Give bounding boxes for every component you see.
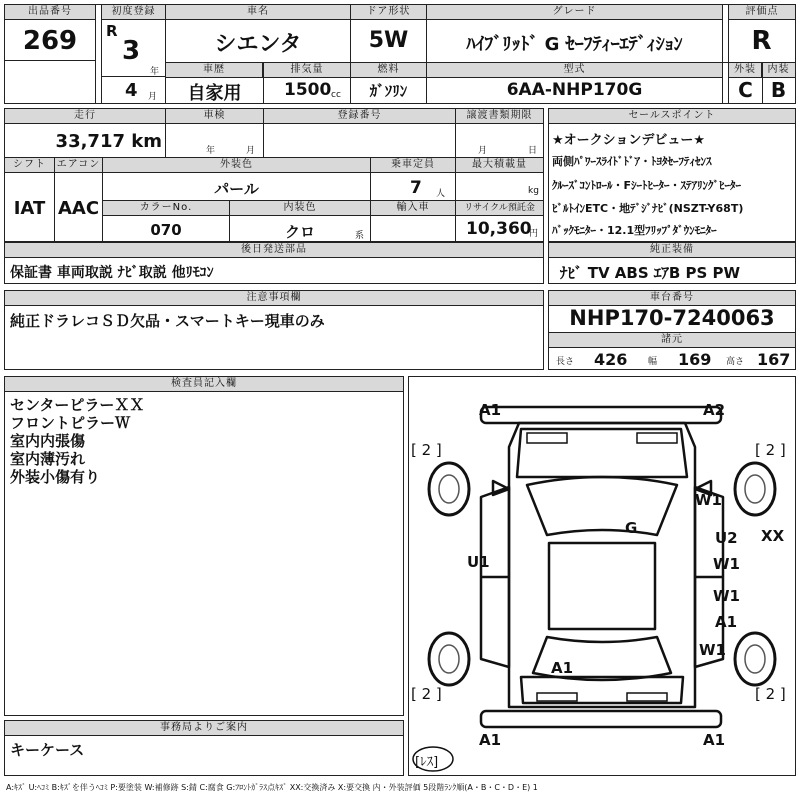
capacity-unit: 人 [436, 189, 446, 199]
fuel-label: 燃料 [351, 63, 426, 78]
displacement: 1500 [284, 80, 332, 100]
exterior-color: パール [214, 180, 259, 198]
model-label: 車名 [166, 5, 350, 20]
mileage: 33,717 km [55, 131, 162, 152]
year-unit: 年 [150, 67, 160, 77]
sales-line: ｸﾙｰｽﾞｺﾝﾄﾛｰﾙ・Fｼｰﾄﾋｰﾀｰ・ｽﾃｱﾘﾝｸﾞﾋｰﾀｰ [552, 179, 742, 192]
transfer-month: 月 [478, 146, 488, 156]
shift: IAT [13, 198, 46, 219]
transfer-day: 日 [528, 146, 538, 156]
height-label: 高さ [726, 357, 745, 367]
mark-u1-left: U1 [467, 553, 490, 571]
mark-xx-pillar: XX [761, 527, 785, 545]
reg-month: 4 [125, 80, 138, 101]
legend: A:ｷｽﾞ U:ﾍｺﾐ B:ｷｽﾞを伴うﾍｺﾐ P:要塗装 W:補修跡 S:錆 C:腐食 G:ﾌﾛﾝﾄｶﾞﾗｽ点ｷｽﾞ XX:交換済み X:要交換 内・外装評価 5段階ﾗﾝｸ順(A・B・C・D・E) 1 [6, 783, 538, 792]
score-label: 評価点 [728, 5, 795, 20]
mark-a1-rear-left: A1 [479, 731, 502, 749]
lot-number: 269 [22, 26, 78, 56]
capacity: 7 [410, 178, 422, 198]
ext-score-label: 外装 [729, 63, 762, 78]
spare-tire-status: [ﾚｽ] [415, 755, 439, 770]
interior-color: クロ [284, 223, 315, 241]
door-label: ドア形状 [351, 5, 426, 20]
int-color-label: 内装色 [230, 201, 370, 216]
tire-front-left: [ 2 ] [411, 441, 442, 459]
color-label: 外装色 [103, 158, 370, 173]
reg-year: 3 [122, 36, 141, 66]
inspector-line: フロントピラーＷ [10, 414, 131, 432]
color-no: 070 [150, 221, 182, 239]
mark-a1-front-left: A1 [479, 401, 502, 419]
capacity-label: 乗車定員 [371, 158, 455, 173]
height: 167 [757, 350, 791, 369]
mark-a1-right: A1 [715, 613, 738, 631]
ac-label: エアコン [55, 158, 102, 173]
lot-label: 出品番号 [5, 5, 95, 20]
shift-label: シフト [5, 158, 54, 173]
sales-points-label: セールスポイント [549, 109, 795, 124]
displacement-label: 排気量 [264, 63, 350, 78]
sales-line: ★オークションデビュー★ [552, 133, 706, 148]
door-type: 5W [368, 28, 409, 53]
int-color-suffix: 系 [355, 231, 365, 241]
era: R [106, 22, 118, 40]
first-reg-label: 初度登録 [101, 5, 165, 20]
model-name: シエンタ [214, 32, 302, 57]
mark-w1-right-front: W1 [695, 491, 722, 509]
office-text: キーケース [10, 741, 85, 759]
inspector-line: 室内内張傷 [10, 432, 86, 450]
model-type: 6AA-NHP170G [506, 80, 643, 100]
chassis-number: NHP170-7240063 [569, 306, 775, 330]
sales-line: 両側ﾊﾟﾜｰｽﾗｲﾄﾞﾄﾞｱ・ﾄﾖﾀｾｰﾌﾃｨｾﾝｽ [552, 155, 712, 168]
office-label: 事務局よりご案内 [5, 721, 403, 736]
fuel-type: ｶﾞｿﾘﾝ [369, 82, 408, 100]
notes-text: 純正ドラレコＳＤ欠品・スマートキー現車のみ [10, 312, 325, 330]
equipment: ﾅﾋﾞ TV ABS ｴｱB PS PW [560, 264, 741, 282]
load-unit: kg [528, 186, 539, 196]
car-history: 自家用 [187, 83, 242, 104]
aircon: AAC [57, 198, 100, 219]
score: R [751, 26, 772, 56]
tire-front-right: [ 2 ] [755, 441, 786, 459]
inspection-label: 車検 [166, 109, 263, 124]
transfer-label: 譲渡書類期限 [456, 109, 543, 124]
mark-w1-right-3: W1 [713, 587, 740, 605]
int-score: B [770, 78, 787, 102]
width-label: 幅 [648, 357, 658, 367]
type-label: 型式 [427, 63, 722, 78]
length: 426 [594, 350, 628, 369]
mark-a1-rear-right: A1 [703, 731, 726, 749]
recycle-fee: 10,360 [466, 219, 532, 239]
color-no-label: カラーNo. [103, 201, 229, 216]
grade: ﾊｲﾌﾞﾘｯﾄﾞ G ｾｰﾌﾃｨｰｴﾃﾞｨｼｮﾝ [466, 34, 683, 55]
later-parts: 保証書 車両取説 ﾅﾋﾞ取説 他ﾘﾓｺﾝ [10, 265, 214, 281]
length-label: 長さ [556, 357, 575, 367]
grade-label: グレード [427, 5, 722, 20]
mark-w1-right-2: W1 [713, 555, 740, 573]
inspector-line: 外装小傷有り [10, 468, 101, 486]
recycle-unit: 円 [529, 229, 539, 239]
cc-unit: cc [331, 90, 341, 100]
inspector-label: 検査員記入欄 [5, 377, 403, 392]
insp-year-unit: 年 [206, 146, 216, 156]
tire-rear-left: [ 2 ] [411, 685, 442, 703]
inspector-line: 室内薄汚れ [10, 450, 86, 468]
mark-a1-rear-center: A1 [551, 659, 574, 677]
width: 169 [678, 350, 712, 369]
month-unit: 月 [148, 92, 158, 102]
tire-rear-right: [ 2 ] [755, 685, 786, 703]
mark-a2-front-right: A2 [703, 401, 726, 419]
later-parts-label: 後日発送部品 [5, 243, 543, 258]
mark-w1-right-4: W1 [699, 641, 726, 659]
mark-g-windshield: G [625, 519, 638, 537]
notes-label: 注意事項欄 [5, 291, 543, 306]
chassis-label: 車台番号 [549, 291, 795, 306]
car-history-label: 車歴 [166, 63, 263, 78]
mark-u2-right: U2 [715, 529, 738, 547]
sales-line: ﾋﾞﾙﾄｲﾝETC・地ﾃﾞｼﾞﾅﾋﾞ(NSZT-Y68T) [552, 202, 744, 215]
spec-label: 諸元 [549, 332, 795, 348]
mileage-label: 走行 [5, 109, 165, 124]
insp-month-unit: 月 [246, 146, 256, 156]
sales-line: ﾊﾞｯｸﾓﾆﾀｰ・12.1型ﾌﾘｯﾌﾟﾀﾞｳﾝﾓﾆﾀｰ [552, 224, 717, 237]
ext-score: C [738, 78, 753, 102]
inspector-line: センターピラーＸＸ [10, 396, 145, 414]
plate-label: 登録番号 [264, 109, 455, 124]
damage-diagram [408, 376, 796, 776]
load-label: 最大積載量 [456, 158, 543, 173]
equipment-label: 純正装備 [549, 243, 795, 258]
car-outline [409, 377, 795, 775]
recycle-label: リサイクル預託金 [456, 201, 543, 216]
import-label: 輸入車 [371, 201, 455, 216]
int-score-label: 内装 [762, 63, 795, 78]
